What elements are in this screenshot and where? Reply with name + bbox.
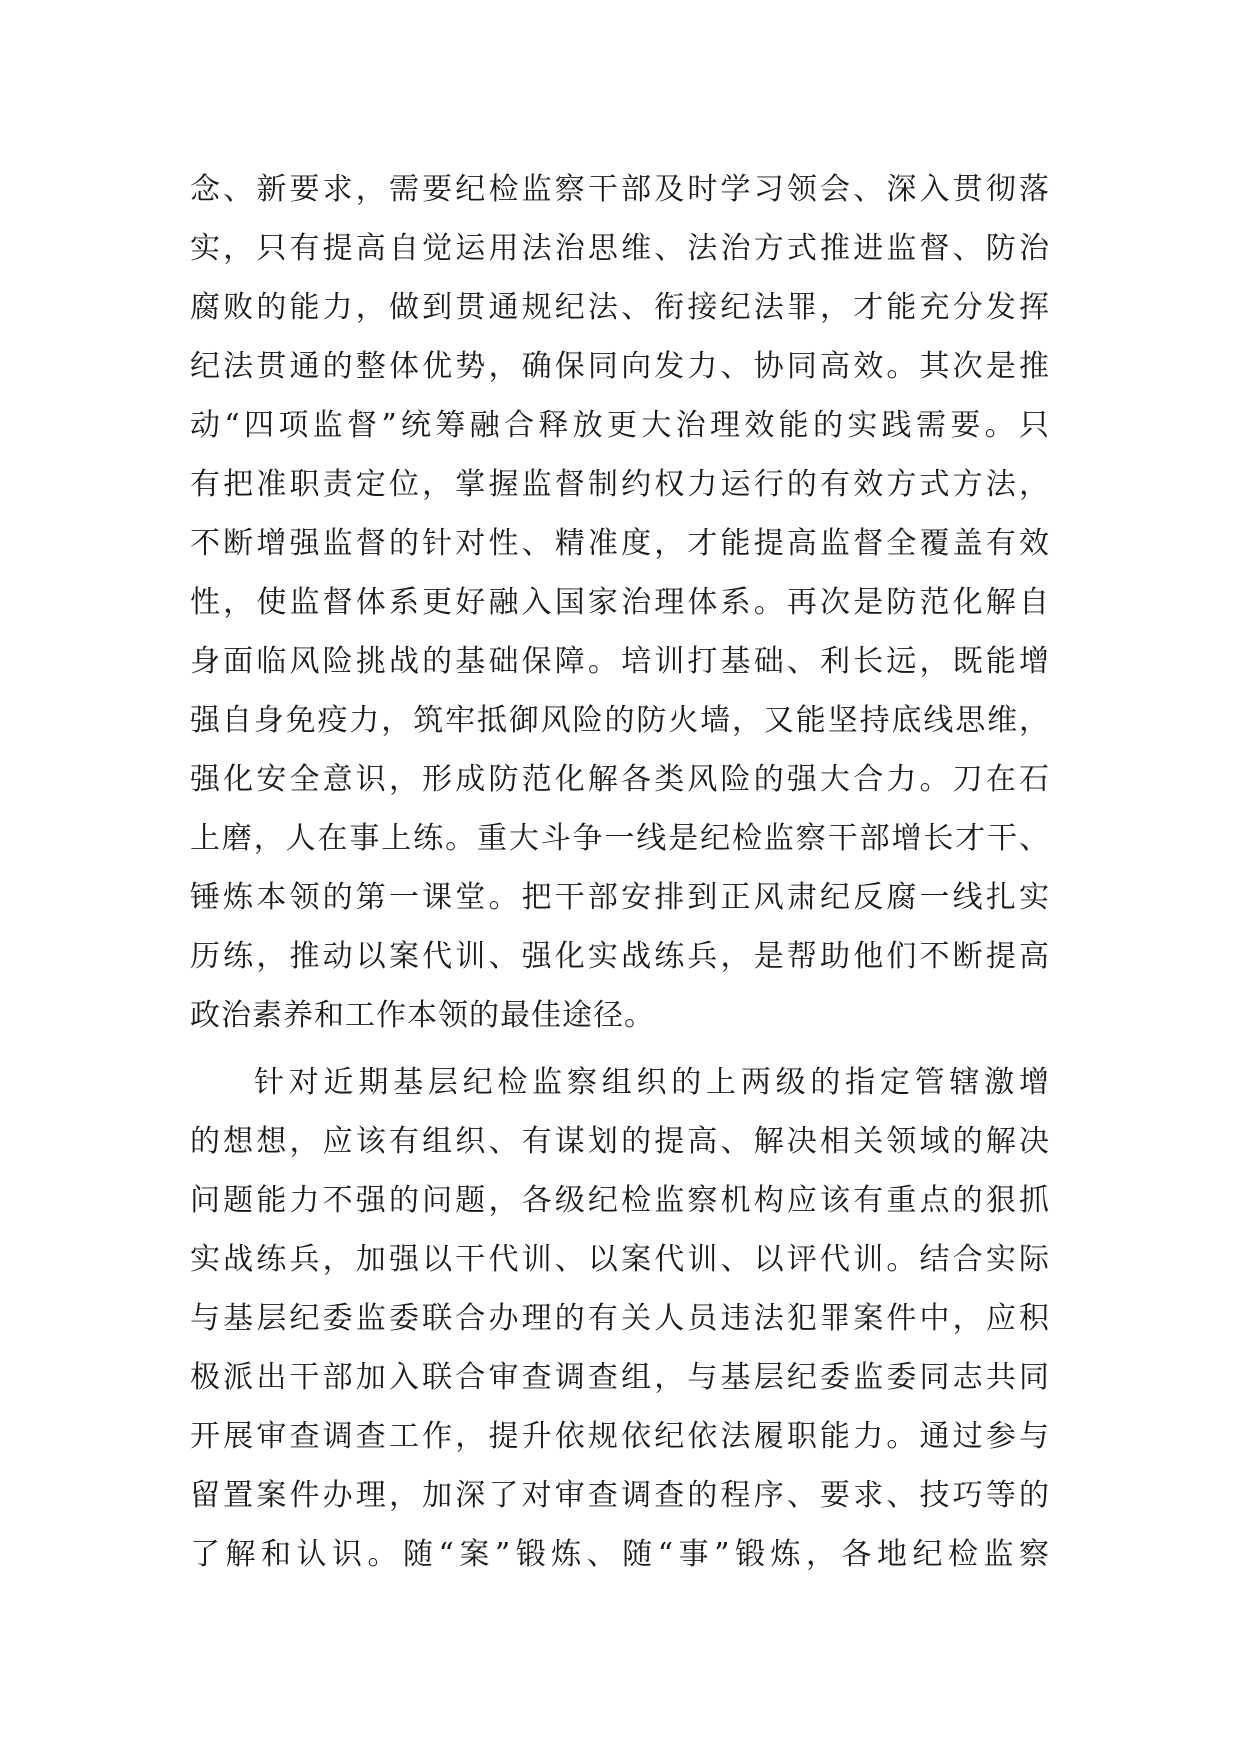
paragraph-line: 政治素养和工作本领的最佳途径。 bbox=[190, 998, 655, 1033]
paragraph-line: 腐败的能力，做到贯通规纪法、衔接纪法罪，才能充分发挥 bbox=[190, 290, 1050, 325]
paragraph-line: 纪法贯通的整体优势，确保同向发力、协同高效。其次是推 bbox=[190, 349, 1050, 384]
paragraph-spacer bbox=[190, 1045, 1050, 1053]
paragraph-line: 针对近期基层纪检监察组织的上两级的指定管辖激增 bbox=[254, 1065, 1050, 1100]
paragraph-line: 性，使监督体系更好融入国家治理体系。再次是防范化解自 bbox=[190, 585, 1050, 620]
paragraph-line: 了解和认识。随“案”锻炼、随“事”锻炼，各地纪检监察 bbox=[190, 1537, 1050, 1572]
paragraph-line: 实战练兵，加强以干代训、以案代训、以评代训。结合实际 bbox=[190, 1242, 1050, 1277]
paragraph-1 bbox=[190, 160, 1050, 1045]
paragraph-line: 锤炼本领的第一课堂。把干部安排到正风肃纪反腐一线扎实 bbox=[190, 880, 1050, 915]
paragraph-line: 历练，推动以案代训、强化实战练兵，是帮助他们不断提高 bbox=[190, 939, 1050, 974]
paragraph-line: 实，只有提高自觉运用法治思维、法治方式推进监督、防治 bbox=[190, 231, 1050, 266]
paragraph-line: 身面临风险挑战的基础保障。培训打基础、利长远，既能增 bbox=[190, 644, 1050, 679]
paragraph-line: 问题能力不强的问题，各级纪检监察机构应该有重点的狠抓 bbox=[190, 1183, 1050, 1218]
paragraph-line: 动“四项监督”统筹融合释放更大治理效能的实践需要。只 bbox=[190, 408, 1050, 443]
paragraph-line: 开展审查调查工作，提升依规依纪依法履职能力。通过参与 bbox=[190, 1419, 1050, 1454]
paragraph-line: 极派出干部加入联合审查调查组，与基层纪委监委同志共同 bbox=[190, 1360, 1050, 1395]
paragraph-line: 留置案件办理，加深了对审查调查的程序、要求、技巧等的 bbox=[190, 1478, 1050, 1513]
paragraph-line: 的想想，应该有组织、有谋划的提高、解决相关领域的解决 bbox=[190, 1124, 1050, 1159]
paragraph-2 bbox=[190, 1053, 1050, 1584]
paragraph-line: 强化安全意识，形成防范化解各类风险的强大合力。刀在石 bbox=[190, 762, 1050, 797]
paragraph-line: 不断增强监督的针对性、精准度，才能提高监督全覆盖有效 bbox=[190, 526, 1050, 561]
paragraph-line: 上磨，人在事上练。重大斗争一线是纪检监察干部增长才干、 bbox=[190, 821, 1050, 856]
document-body bbox=[190, 160, 1050, 1584]
paragraph-line: 与基层纪委监委联合办理的有关人员违法犯罪案件中，应积 bbox=[190, 1301, 1050, 1336]
paragraph-line: 强自身免疫力，筑牢抵御风险的防火墙，又能坚持底线思维， bbox=[190, 703, 1050, 738]
paragraph-line: 念、新要求，需要纪检监察干部及时学习领会、深入贯彻落 bbox=[190, 172, 1050, 207]
paragraph-line: 有把准职责定位，掌握监督制约权力运行的有效方式方法， bbox=[190, 467, 1050, 502]
